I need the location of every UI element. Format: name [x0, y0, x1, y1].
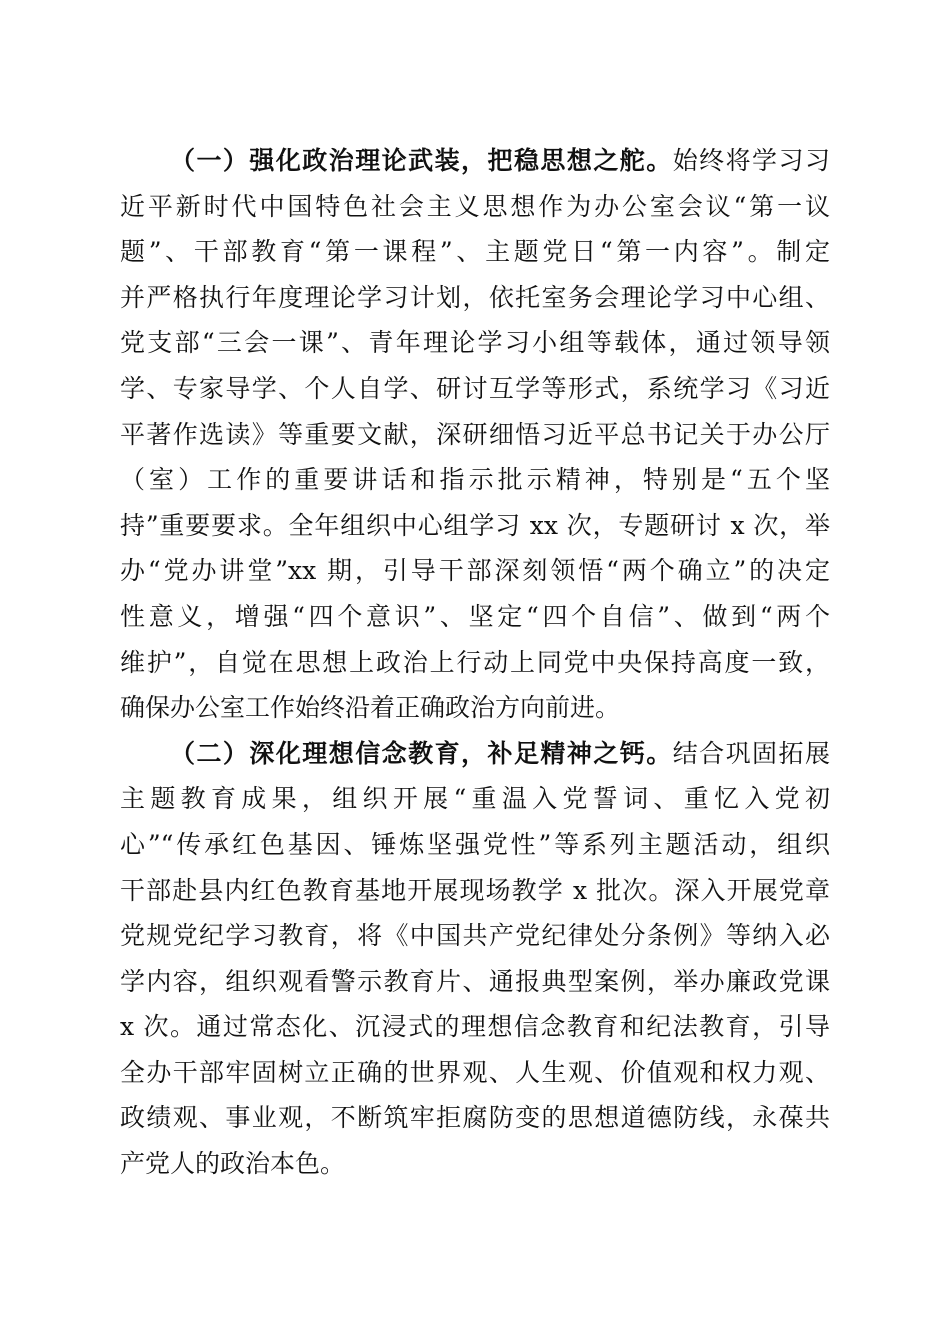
text-line: 近平新时代中国特色社会主义思想作为办公室会议“第一议: [120, 191, 830, 221]
text-line: 干部赴县内红色教育基地开展现场教学 x 批次。深入开展党章: [120, 875, 830, 905]
document-page: [120, 138, 830, 1187]
text-line: 维护”，自觉在思想上政治上行动上同党中央保持高度一致，: [120, 647, 830, 677]
text-line: 办“党办讲堂”xx 期，引导干部深刻领悟“两个确立”的决定: [120, 556, 830, 586]
paragraph-2-heading: （二）深化理想信念教育，补足精神之钙。: [170, 738, 673, 768]
text-line: 平著作选读》等重要文献，深研细悟习近平总书记关于办公厅: [120, 419, 830, 449]
text-line: 学、专家导学、个人自学、研讨互学等形式，系统学习《习近: [120, 373, 830, 403]
paragraph-1-line-1: [120, 138, 830, 184]
paragraph-1-heading: （一）强化政治理论武装，把稳思想之舵。: [170, 146, 673, 175]
text-line: 心”“传承红色基因、锤炼坚强党性”等系列主题活动，组织: [120, 829, 830, 859]
text-line: 题”、干部教育“第一课程”、主题党日“第一内容”。制定: [120, 237, 830, 267]
text-line: 产党人的政治本色。: [120, 1149, 346, 1179]
text-line: （室）工作的重要讲话和指示批示精神，特别是“五个坚: [120, 465, 830, 495]
text-line: 持”重要要求。全年组织中心组学习 xx 次，专题研讨 x 次，举: [120, 510, 830, 540]
text-line: 政绩观、事业观，不断筑牢拒腐防变的思想道德防线，永葆共: [120, 1103, 830, 1133]
text-line: 学内容，组织观看警示教育片、通报典型案例，举办廉政党课: [120, 966, 830, 996]
text-line: 性意义，增强“四个意识”、坚定“四个自信”、做到“两个: [120, 601, 830, 631]
text-line: 全办干部牢固树立正确的世界观、人生观、价值观和权力观、: [120, 1057, 830, 1087]
text-line: 并严格执行年度理论学习计划，依托室务会理论学习中心组、: [120, 282, 830, 312]
text-line: x 次。通过常态化、沉浸式的理想信念教育和纪法教育，引导: [120, 1012, 830, 1042]
text-line: 确保办公室工作始终沿着正确政治方向前进。: [120, 693, 621, 723]
text-line: 党规党纪学习教育，将《中国共产党纪律处分条例》等纳入必: [120, 921, 830, 951]
paragraph-2-first-line-rest: 结合巩固拓展: [672, 738, 830, 768]
paragraph-1-first-line-rest: 始终将学习习: [672, 146, 830, 175]
paragraph-2: [120, 731, 830, 1187]
paragraph-1: [120, 138, 830, 731]
text-line: 党支部“三会一课”、青年理论学习小组等载体，通过领导领: [120, 328, 830, 358]
paragraph-2-line-1: [120, 731, 830, 777]
text-line: 主题教育成果，组织开展“重温入党誓词、重忆入党初: [120, 784, 830, 814]
